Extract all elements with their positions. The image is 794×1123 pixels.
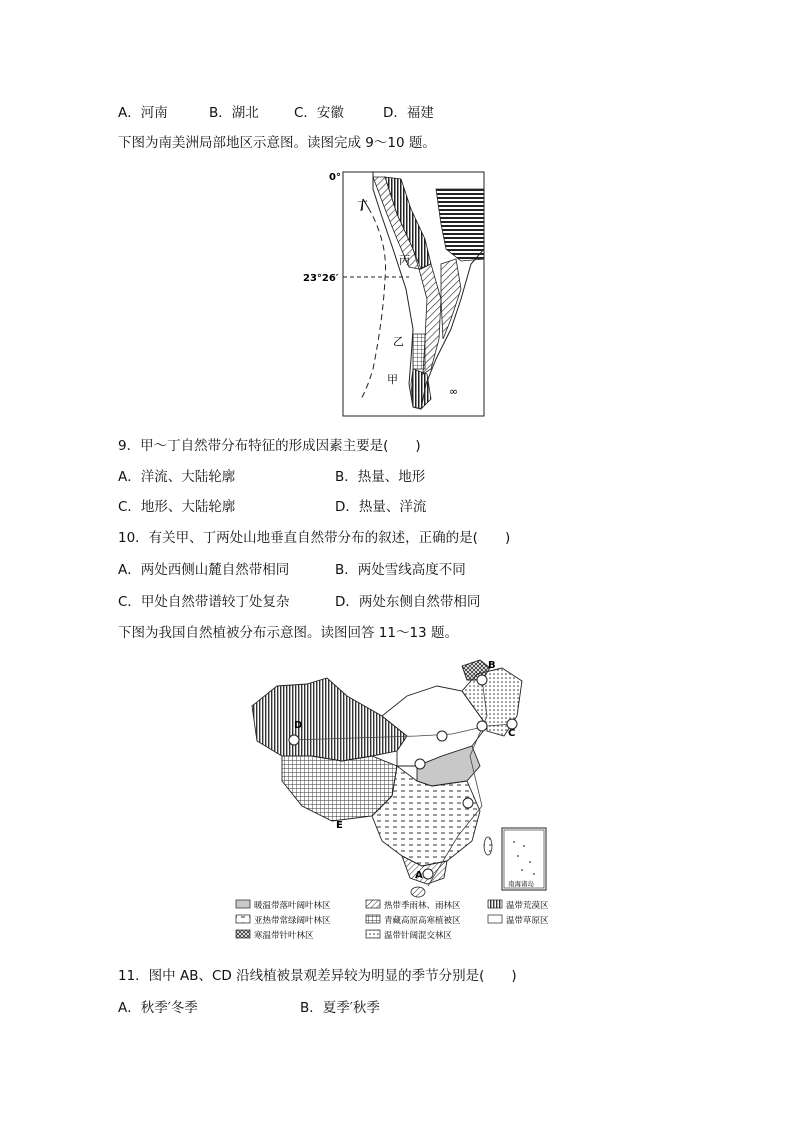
label-bing: 丙: [399, 254, 410, 267]
china-vegetation-map: [232, 656, 562, 946]
legend-5: 青藏高原高寒植被区: [384, 916, 461, 926]
lat-top-label: 0°: [329, 172, 341, 183]
point-c-label: C: [508, 728, 516, 739]
point-a-label: A: [415, 870, 423, 881]
q9-stem: 9．甲～丁自然带分布特征的形成因素主要是( ): [118, 438, 421, 454]
label-ding: 丁: [357, 199, 368, 212]
q10-option-c: C．甲处自然带谱较丁处复杂: [118, 594, 290, 610]
q11-option-b: B．夏季′秋季: [300, 1000, 380, 1016]
q9-option-a: A．洋流、大陆轮廓: [118, 469, 236, 485]
south-america-map: [301, 169, 491, 419]
q10-stem: 10．有关甲、丁两处山地垂直自然带分布的叙述，正确的是( ): [118, 530, 511, 546]
q8-option-b: B．湖北: [209, 105, 259, 121]
point-d-label: D: [294, 720, 303, 731]
q8-option-a: A．河南: [118, 105, 168, 121]
legend-7: 寒温带针叶林区: [254, 931, 314, 941]
q8-option-d: D．福建: [383, 105, 434, 121]
label-jia: 甲: [387, 373, 398, 386]
legend-6: 温带草原区: [506, 916, 549, 926]
q11-stem: 11．图中 AB、CD 沿线植被景观差异较为明显的季节分别是( ): [118, 968, 517, 984]
label-yi: 乙: [393, 335, 404, 348]
q9-option-c: C．地形、大陆轮廓: [118, 499, 236, 515]
q9-option-d: D．热量、洋流: [335, 499, 427, 515]
q10-option-d: D．两处东侧自然带相同: [335, 594, 481, 610]
svg-text:∞: ∞: [449, 385, 459, 398]
legend-8: 温带针阔混交林区: [384, 931, 453, 941]
point-e-label: E: [336, 820, 343, 831]
q8-option-c: C．安徽: [294, 105, 344, 121]
legend-2: 热带季雨林、雨林区: [384, 901, 461, 911]
q9-option-b: B．热量、地形: [335, 469, 426, 485]
q10-option-b: B．两处雪线高度不同: [335, 562, 466, 578]
q10-option-a: A．两处西侧山麓自然带相同: [118, 562, 290, 578]
point-b-label: B: [488, 660, 496, 671]
lat-tropic-label: 23°26′: [303, 273, 339, 284]
q11-option-a: A．秋季′冬季: [118, 1000, 198, 1016]
intro-9-10: 下图为南美洲局部地区示意图。读图完成 9～10 题。: [118, 135, 436, 151]
inset-label: 南海诸岛: [508, 880, 534, 888]
intro-11-13: 下图为我国自然植被分布示意图。读图回答 11～13 题。: [118, 625, 458, 641]
legend-1: 暖温带落叶阔叶林区: [254, 901, 331, 911]
legend-4: 亚热带常绿阔叶林区: [254, 916, 331, 926]
legend-3: 温带荒漠区: [506, 901, 549, 911]
